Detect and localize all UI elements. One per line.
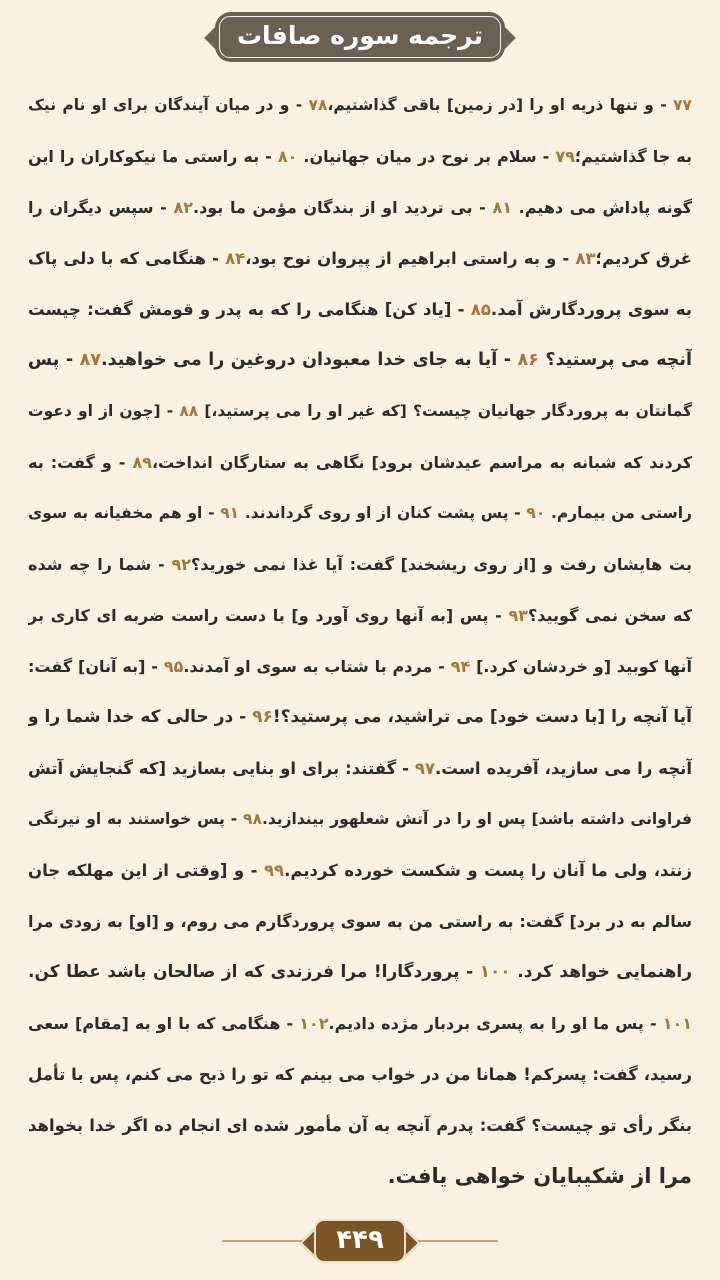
verse-number: ۸۲ xyxy=(173,198,193,217)
verse-number: ۱۰۰ xyxy=(479,962,511,982)
verse-number: ۹۲ xyxy=(171,555,192,574)
surah-title: ترجمه سوره صافات xyxy=(236,20,484,50)
page-number: ۴۴۹ xyxy=(336,1224,384,1255)
verse-number: ۸۷ xyxy=(79,350,101,370)
surah-title-badge xyxy=(215,12,505,62)
verse-number: ۱۰۱ xyxy=(662,1014,692,1033)
page-footer xyxy=(0,1219,720,1263)
translation-line-5: به سوی پروردگارش آمد.۸۵ - [یاد کن] هنگامی را که به پدر و قومش گفت: چیست xyxy=(28,300,692,319)
verse-number: ۷۷ xyxy=(673,96,692,114)
translation-line-1: ۷۷ - و تنها ذریه او را [در زمین] باقی گذاشتیم،۷۸ - و در میان آیندگان برای او نام نیک xyxy=(28,96,692,114)
page-header xyxy=(0,12,720,62)
verse-number: ۹۹ xyxy=(263,861,285,880)
translation-line-20: رسید، گفت: پسرکم! همانا من در خواب می بینم که تو را ذبح می کنم، پس با تأمل xyxy=(28,1065,692,1084)
translation-line-17: سالم به در برد] گفت: به راستی من به سوی پروردگارم می روم، و [او] به زودی مرا xyxy=(28,912,692,931)
translation-line-19: ۱۰۱ - پس ما او را به پسری بردبار مژده دادیم.۱۰۲ - هنگامی که با او به [مقام] سعی xyxy=(28,1014,692,1033)
surah-title-badge-body xyxy=(215,12,505,62)
verse-number: ۷۸ xyxy=(308,96,328,114)
translation-line-13: آیا آنچه را [با دست خود] می تراشید، می پرستید؟!۹۶ - در حالی که خدا شما را و xyxy=(28,707,692,727)
translation-line-7: گمانتان به پروردگار جهانیان چیست؟ [که غیر او را می پرستید،] ۸۸ - [چون از او دعوت xyxy=(28,402,692,420)
verse-number: ۸۰ xyxy=(277,147,298,166)
translation-text-block xyxy=(28,80,692,1202)
verse-number: ۸۸ xyxy=(179,402,199,420)
translation-line-6: آنچه می پرستید؟ ۸۶ - آیا به جای خدا معبودان دروغین را می خواهید.۸۷ - پس xyxy=(28,350,692,370)
page-number-badge xyxy=(314,1219,406,1263)
translation-line-22: مرا از شکیبایان خواهی یافت. xyxy=(387,1164,692,1188)
translation-line-12: آنها کوبید [و خردشان کرد.] ۹۴ - مردم با شتاب به سوی او آمدند.۹۵ - [به آنان] گفت: xyxy=(28,657,692,676)
verse-number: ۱۰۲ xyxy=(299,1014,329,1033)
translation-line-14: آنچه را می سازید، آفریده است.۹۷ - گفتند: برای او بنایی بسازید [که گنجایش آتش xyxy=(28,759,692,778)
verse-number: ۷۹ xyxy=(555,147,575,166)
footer-rule-left xyxy=(222,1240,308,1242)
footer-rule-right xyxy=(412,1240,498,1242)
translation-line-4: غرق کردیم؛۸۳ - و به راستی ابراهیم از پیروان نوح بود،۸۴ - هنگامی که با دلی پاک xyxy=(28,249,692,268)
verse-number: ۹۸ xyxy=(243,810,262,828)
verse-number: ۹۵ xyxy=(163,657,184,676)
translation-line-8: کردند که شبانه به مراسم عیدشان برود] نگاهی به ستارگان انداخت،۸۹ - و گفت: به xyxy=(28,453,692,472)
translation-line-15: فراوانی داشته باشد] پس او را در آتش شعلهور بیندازید.۹۸ - پس خواستند به او نیرنگی xyxy=(28,810,692,828)
translation-line-11: که سخن نمی گویید؟۹۳ - پس [به آنها روی آورد و] با دست راست ضربه ای کاری بر xyxy=(28,606,692,625)
verse-number: ۹۰ xyxy=(526,504,546,522)
translation-line-3: گونه پاداش می دهیم. ۸۱ - بی تردید او از بندگان مؤمن ما بود.۸۲ - سپس دیگران را xyxy=(28,198,692,217)
verse-number: ۹۱ xyxy=(220,504,240,522)
translation-line-16: زنند، ولی ما آنان را پست و شکست خورده کردیم.۹۹ - و [وقتی از این مهلکه جان xyxy=(28,861,692,880)
page-number-badge-body xyxy=(314,1219,406,1263)
verse-number: ۹۴ xyxy=(450,657,471,676)
translation-line-21: بنگر رأی تو چیست؟ گفت: پدرم آنچه به آن مأمور شده ای انجام ده اگر خدا بخواهد xyxy=(28,1116,692,1135)
verse-number: ۸۴ xyxy=(225,249,246,268)
translation-line-9: راستی من بیمارم. ۹۰ - پس پشت کنان از او روی گرداندند. ۹۱ - او هم مخفیانه به سوی xyxy=(28,504,692,522)
translation-line-2: به جا گذاشتیم؛۷۹ - سلام بر نوح در میان جهانیان. ۸۰ - به راستی ما نیکوکاران را این xyxy=(28,147,692,166)
verse-number: ۸۱ xyxy=(492,198,513,217)
translation-line-10: بت هایشان رفت و [از روی ریشخند] گفت: آیا غذا نمی خورید؟۹۲ - شما را چه شده xyxy=(28,555,692,574)
verse-number: ۹۷ xyxy=(414,759,435,778)
verse-number: ۹۶ xyxy=(252,707,273,727)
verse-number: ۸۶ xyxy=(517,350,539,370)
translation-line-18: راهنمایی خواهد کرد. ۱۰۰ - پروردگارا! مرا فرزندی که از صالحان باشد عطا کن. xyxy=(28,962,692,982)
verse-number: ۸۹ xyxy=(132,453,152,472)
verse-number: ۹۳ xyxy=(508,606,528,625)
verse-number: ۸۵ xyxy=(470,300,491,319)
verse-number: ۸۳ xyxy=(575,249,596,268)
